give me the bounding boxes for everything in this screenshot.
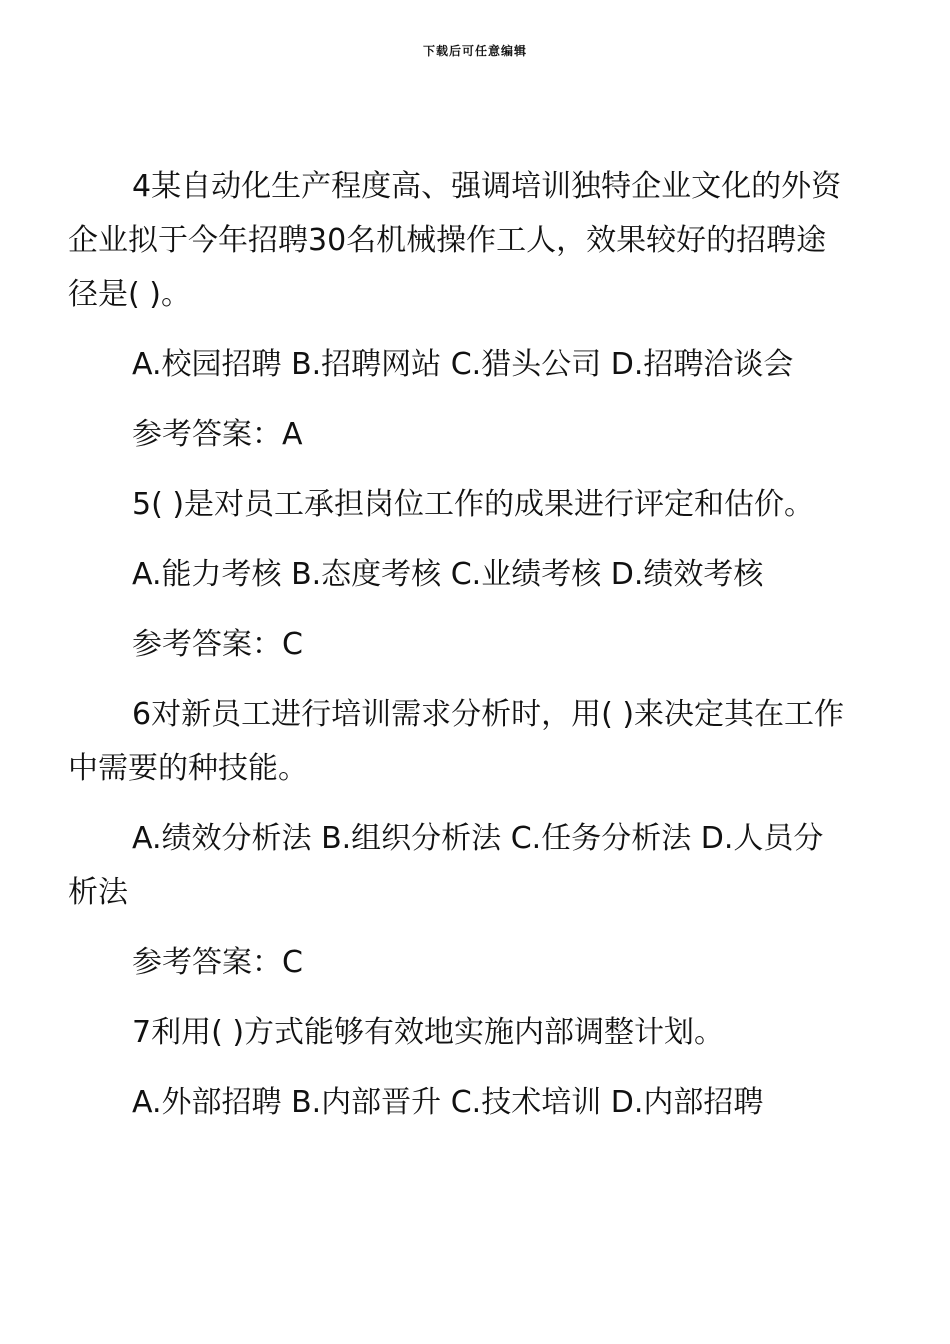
question-5-answer: 参考答案：C <box>132 627 303 662</box>
question-4-options: A.校园招聘 B.招聘网站 C.猎头公司 D.招聘洽谈会 <box>132 347 794 382</box>
question-4-answer: 参考答案：A <box>132 417 303 452</box>
question-6-options: A.绩效分析法 B.组织分析法 C.任务分析法 D.人员分析法 <box>68 821 824 910</box>
question-7-options: A.外部招聘 B.内部晋升 C.技术培训 D.内部招聘 <box>132 1085 764 1120</box>
question-5-stem: 5( )是对员工承担岗位工作的成果进行评定和估价。 <box>132 487 815 522</box>
question-6-answer: 参考答案：C <box>132 945 303 980</box>
question-6-stem: 6对新员工进行培训需求分析时，用( )来决定其在工作中需要的种技能。 <box>68 697 845 786</box>
question-4-stem: 4某自动化生产程度高、强调培训独特企业文化的外资企业拟于今年招聘30名机械操作工人，效果较好的招聘途径是( )。 <box>68 169 842 312</box>
document-body <box>68 160 848 1130</box>
page-header: 下载后可任意编辑 <box>422 44 527 58</box>
question-5-options: A.能力考核 B.态度考核 C.业绩考核 D.绩效考核 <box>132 557 764 592</box>
question-7-stem: 7利用( )方式能够有效地实施内部调整计划。 <box>132 1015 725 1050</box>
